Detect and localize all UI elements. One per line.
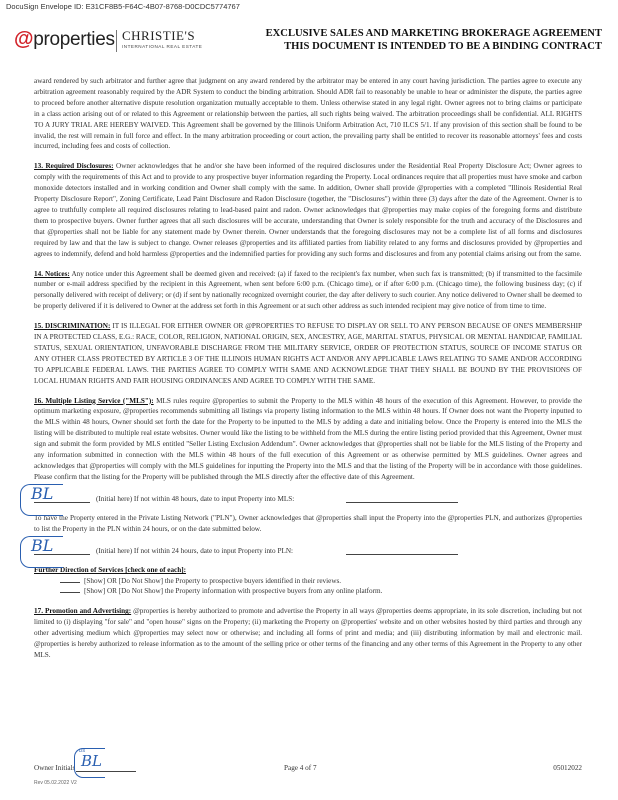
envelope-id: DocuSign Envelope ID: E31CF8B5-F64C-4B07-8768-D0CDC5774767 <box>6 2 240 11</box>
document-header <box>14 22 610 62</box>
pln-initial-label: (Initial here) If not within 24 hours, date to input Property into PLN: <box>96 546 294 555</box>
notices-paragraph <box>34 269 582 313</box>
notices-heading: 14. Notices: <box>34 269 70 278</box>
required-disclosures-paragraph <box>34 161 582 259</box>
christies-logo: CHRISTIE'S <box>122 28 196 43</box>
further-direction-heading: Further Direction of Services [check one of each]: <box>34 565 187 574</box>
pln-initial-row <box>31 535 582 561</box>
docusign-tag: DS <box>79 748 86 753</box>
promotion-paragraph <box>34 606 582 661</box>
pln-initial-signature-text: BL <box>31 535 54 555</box>
properties-logo: @properties <box>14 28 115 50</box>
owner-initials-signature[interactable] <box>74 748 105 778</box>
further-row-1-blank[interactable] <box>60 582 80 583</box>
further-row-1-text: [Show] OR [Do Not Show] the Property to prospective buyers identified in their reviews. <box>84 576 342 585</box>
pln-paragraph: To have the Property entered in the Private Listing Network ("PLN"), Owner acknowledges that @properties shall input the Property into the @properties PLN, and authorizes @properties to list the Property in the PLN within 24 hours, or on the date submitted below. <box>34 513 582 533</box>
page-number: Page 4 of 7 <box>284 764 317 772</box>
arbitration-paragraph: award rendered by such arbitrator and further agree that judgment on any award rendered by the arbitrator may be entered in any court having jurisdiction. The parties agree to execute any arbitration agreement reasonably required by the ADR System to conduct the binding arbitration. Should ADR fail to reasonably be unable to hear or administer the dispute, the parties agree to proceed before another alternative dispute resolution organization mutually acceptable to them. Unless otherwise stated in any legal right. Owner agrees not to bring claims or participate in a class action arising out of or related to this Agreement or relationship between the parties, all such rights being waived. The arbitration proceedings shall be confidential. ALL RIGHTS TO A JURY TRIAL ARE HEREBY WAIVED. This Agreement shall be governed by the Illinois Uniform Arbitration Act, 710 ILCS 5/1. If any provision of this section shall be found to be invalid, the rest will remain in full force and effect. In the many arbitration proceeding or court action, the prevailing party shall be entitled to recover its reasonable attorneys' fees and costs incurred, including fees and costs of collection. <box>34 77 582 151</box>
christies-logo-subtitle: INTERNATIONAL REAL ESTATE <box>122 44 203 49</box>
notices-text: Any notice under this Agreement shall be deemed given and received: (a) if faxed to the recipient's fax number, when such fax is transmitted; (b) if transmitted to the facsimile number or e-mail address specified by the recipient in this Agreement, when sent before 6:00 p.m. (Chicago time), or if after 6:00 p.m. (Chicago time), the following business day; (c) if personally delivered with receipt of delivery; or (d) if sent by nationally recognized overnight courier, the day after delivery to such courier. Any notice delivered to Owner shall be deemed to be properly delivered if it is delivered to Owner at the address set forth in this Agreement or at such other address as such intended recipient may give notice of from time to time. <box>34 269 583 311</box>
form-date: 05012022 <box>553 764 582 772</box>
document-title <box>242 27 602 53</box>
page-footer <box>34 748 582 786</box>
required-disclosures-text: Owner acknowledges that he and/or she have been informed of the required disclosures under the Residential Real Property Disclosure Act; Owner agrees to comply with the requirements of this Act and to provide to any prospective buyer information regarding the Property. Local ordinances require that all properties must have smoke and carbon monoxide detectors installed and in working condition and Owner shall comply with the same. In addition, Owner shall provide @properties with a completed "Illinois Residential Real Property Disclosure Report", Zoning Certificate, Lead Paint Disclosure and Radon Disclosure (together, the "Disclosures") within three (3) days after the date of the Agreement. Owner is to agree to truthfully complete all required disclosures relating to lead-based paint and radon. Owner acknowledges that @properties may make copies of the foregoing forms and distribute them to prospective buyers. Owner further agrees that all such disclosures will be accurate, understanding that Owner is solely responsible for the truth and accuracy of the Disclosures and that @properties shall not be liable for any statement made by Owner therein. Owner understands that the foregoing disclosures may not be a complete list of all forms and disclosures required by law and that the law is subject to change. Owner releases @properties and its affiliated parties from liability related to any forms and disclosures provided by @properties and agrees to indemnify, defend and hold harmless @properties and the indemnified parties for providing any such forms and disclosures and from any potential claims arising out from the same. <box>34 162 583 258</box>
mls-heading: 16. Multiple Listing Service ("MLS"): <box>34 396 154 405</box>
title-line-1: EXCLUSIVE SALES AND MARKETING BROKERAGE AGREEMENT <box>265 28 602 39</box>
promotion-heading: 17. Promotion and Advertising: <box>34 607 132 616</box>
pln-initial-signature[interactable] <box>20 536 63 568</box>
further-direction-row-2[interactable] <box>60 586 582 597</box>
owner-initials-label: Owner Initials <box>34 764 76 772</box>
promotion-text: @properties is hereby authorized to promote and advertise the Property in all ways @properties deems appropriate, in its sole discretion, including but not limited to (i) displaying "for sale" and "open house" signs on the Property; (ii) marketing the Property on @properties' website and on other websites hosted by third parties and through any other advertising medium which @properties may select now or otherwise; and including all forms of print and media; and (iii) distributing information by mail and electronic mail. @properties is hereby authorized to release information as to the amount of the selling price or other terms of the financing and any other terms of this Agreement in the Property to any other MLS. <box>34 607 582 659</box>
pln-initial-line <box>34 554 90 555</box>
mls-initial-signature-text: BL <box>31 483 54 503</box>
mls-initial-signature[interactable] <box>20 484 63 516</box>
mls-initial-line <box>34 502 90 503</box>
mls-text: MLS rules require @properties to submit the Property to the MLS within 48 hours of the execution of this Agreement. However, to provide the optimum marketing exposure, @properties recommends submitting all listings via property listing information to the MLS within 48 hours. If Owner does not want the Property inputted to the MLS within 48 hours, Owner should set forth the date for the Property to be inputted to the MLS by adding a date and initialing below. Once the Property is entered into the MLS the listing will be distributed to multiple real estate websites. Owner would like the listing to be withheld from the MLS during the entire listing period provided that this Agreement, Owner must sign and submit the form provided by MLS entitled "Seller Listing Exclusion Addendum". Owner acknowledges that @properties shall not be liable for the MLS listing of the Property and any information submitted in connection with the MLS within 48 hours of the full execution of this Agreement or as otherwise permitted by MLS guidelines. Owner agrees and acknowledges that @properties will comply with the MLS guidelines for inputting the Property into the MLS and that the listing of the Property will be in accordance with those guidelines. Please confirm that the listing for the Property will be published through the MLS directly after the effective date of this Agreement. <box>34 396 583 481</box>
discrimination-paragraph <box>34 321 582 386</box>
mls-date-line[interactable] <box>346 502 458 503</box>
discrimination-text: IT IS ILLEGAL FOR EITHER OWNER OR @PROPERTIES TO REFUSE TO DISPLAY OR SELL TO ANY PERSON BECAUSE OF ONE'S MEMBERSHIP IN A PROTECTED CLASS, E.G.: RACE, COLOR, RELIGION, NATIONAL ORIGIN, SEX, ANCESTRY, AGE, MARITAL STATUS, PHYSICAL OR MENTAL HANDICAP, FAMILIAL STATUS, SEXUAL ORIENTATION, UNFAVORABLE DISCHARGE FROM THE MILITARY SERVICE, ORDER OF PROTECTION STATUS, SOURCE OF INCOME STATUS OR ANY OTHER CLASS PROTECTED BY ARTICLE 3 OF THE ILLINOIS HUMAN RIGHTS ACT AND/OR ANY APPLICABLE LAWS RELATING TO SAME AND/OR ACCORDING TO APPLICABLE FEDERAL LAWS. THE PARTIES AGREE TO COMPLY WITH SAME AND ACKNOWLEDGE THAT THEY SHALL BE BOUND BY THE PROVISIONS OF LOCAL HUMAN RIGHTS AND FAIR HOUSING ORDINANCES AND AGREE TO COMPLY WITH THE SAME. <box>34 322 583 385</box>
further-direction-row-1[interactable] <box>60 576 582 587</box>
mls-initial-label: (Initial here) If not within 48 hours, date to input Property into MLS: <box>96 494 295 503</box>
further-row-2-text: [Show] OR [Do Not Show] the Property information with prospective buyers from any online platform. <box>84 587 383 596</box>
required-disclosures-heading: 13. Required Disclosures: <box>34 162 114 171</box>
title-line-2: THIS DOCUMENT IS INTENDED TO BE A BINDING CONTRACT <box>284 41 602 52</box>
mls-initial-row <box>31 483 582 509</box>
form-id: Rev 05.02.2022 V2 <box>34 780 77 786</box>
pln-date-line[interactable] <box>346 554 458 555</box>
discrimination-heading: 15. DISCRIMINATION: <box>34 322 111 331</box>
agreement-body <box>31 76 583 670</box>
owner-initials-signature-text: BL <box>81 752 102 770</box>
further-row-2-blank[interactable] <box>60 592 80 593</box>
mls-paragraph <box>34 396 582 483</box>
logo-divider <box>116 30 117 52</box>
